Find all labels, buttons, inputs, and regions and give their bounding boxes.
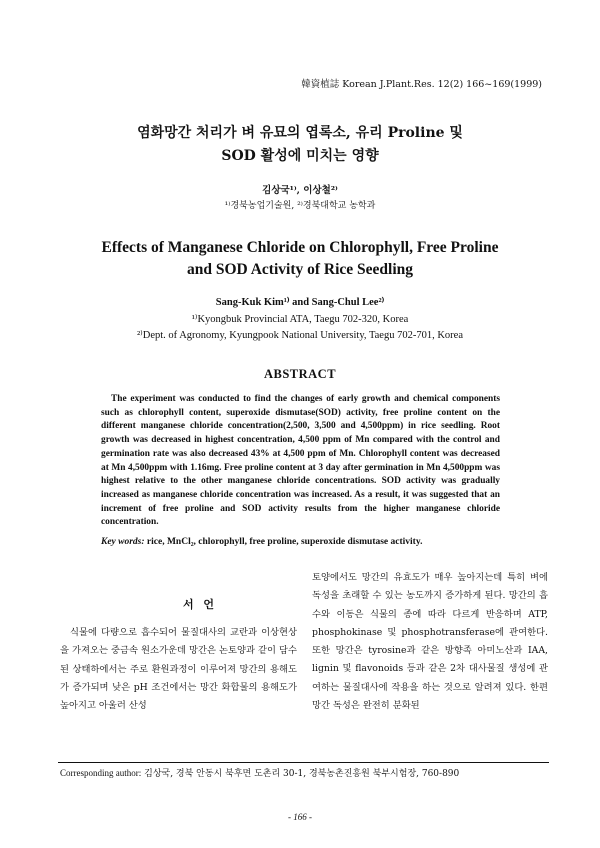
korean-affiliations: ¹⁾경북농업기술원, ²⁾경북대학교 농학과 [224, 201, 376, 211]
english-title-line-2: and SOD Activity of Rice Seedling [186, 261, 414, 278]
right-column-paragraph: 토양에서도 망간의 유효도가 매우 높아지는데 특히 벼에 독성을 초래할 수 있는 농도까지 증가하게 된다. 망간의 흡수와 이동은 식물의 종에 따라 다르게 반응하며 ATP, phosphokinase 및 phosphotransferase에 관여한다. 또한 망간은 tyrosine과 같은 방향족 아미노산과 IAA, lignin 및 flavonoids 등과 같은 2차 대사물질 생성에 관여하는 물질대사에 작용을 하는 것으로 알려져 있다. 한편 망간 독성은 완전히 분화된 [312, 572, 548, 712]
journal-citation: 韓資植誌 Korean J.Plant.Res. 12(2) 166~169(1999) [301, 79, 542, 90]
corresponding-author [60, 766, 560, 779]
abstract-text: The experiment was conducted to find the changes of early growth and chemical components such as chlorophyll content, superoxide dismutase(SOD) activity, free proline content on the different manganese chloride concentration(2,500, 3,500 and 4,500ppm) in rice seedling. Root growth was decreased in highest concentration, 4,500 ppm of Mn compared with the control and germination rate was also decreased 43% at 4,500 ppm of Mn. Chlorophyll content was decreased at Mn 4,500ppm with 1.16mg. Free proline content at 3 day after germination in Mn 4,500ppm was highest relative to the other manganese chloride concentrations. SOD activity was gradually increased as manganese chloride concentration was increased. As a result, it was suggested that an increment of free proline and SOD activity results from the higher manganese chloride concentration. [101, 394, 500, 528]
english-affiliation-1: ¹⁾Kyongbuk Provincial ATA, Taegu 702-320, Korea [191, 314, 409, 325]
english-affiliation-2: ²⁾Dept. of Agronomy, Kyungpook National University, Taegu 702-701, Korea [137, 330, 463, 341]
keywords-text: rice, MnCl₂, chlorophyll, free proline, superoxide dismutase activity. [146, 537, 423, 547]
keywords-label: Key words: [101, 537, 145, 547]
corresponding-details: 김상국, 경북 안동시 북후면 도촌리 30-1, 경북농촌진흥원 북부시험장, 760-890 [144, 769, 460, 779]
korean-title-line-2: SOD 활성에 미치는 영향 [221, 148, 379, 164]
left-column [60, 624, 297, 715]
abstract-body [101, 393, 500, 530]
right-column [312, 569, 548, 715]
footnote-divider [58, 762, 549, 763]
english-title-line-1: Effects of Manganese Chloride on Chlorophyll, Free Proline [101, 239, 499, 256]
page-number: - 166 - [288, 812, 312, 822]
korean-authors: 김상국¹⁾, 이상철²⁾ [262, 185, 338, 196]
introduction-heading: 서 언 [182, 598, 218, 611]
keywords [101, 537, 501, 547]
corresponding-label: Corresponding author: [60, 768, 142, 778]
left-column-paragraph: 식물에 다량으로 흡수되어 물질대사의 교란과 이상현상을 가져오는 중금속 원소가운데 망간은 논토양과 같이 담수된 상태하에서는 주로 환원과정이 이루어져 망간의 용해도가 증가되며 낮은 pH 조건에서는 망간 화합물의 용해도가 높아지고 아울러 산성 [60, 627, 297, 712]
korean-title-line-1: 염화망간 처리가 벼 유묘의 엽록소, 유리 Proline 및 [137, 125, 463, 141]
abstract-heading: ABSTRACT [263, 367, 337, 381]
english-authors: Sang-Kuk Kim¹⁾ and Sang-Chul Lee²⁾ [215, 297, 385, 308]
